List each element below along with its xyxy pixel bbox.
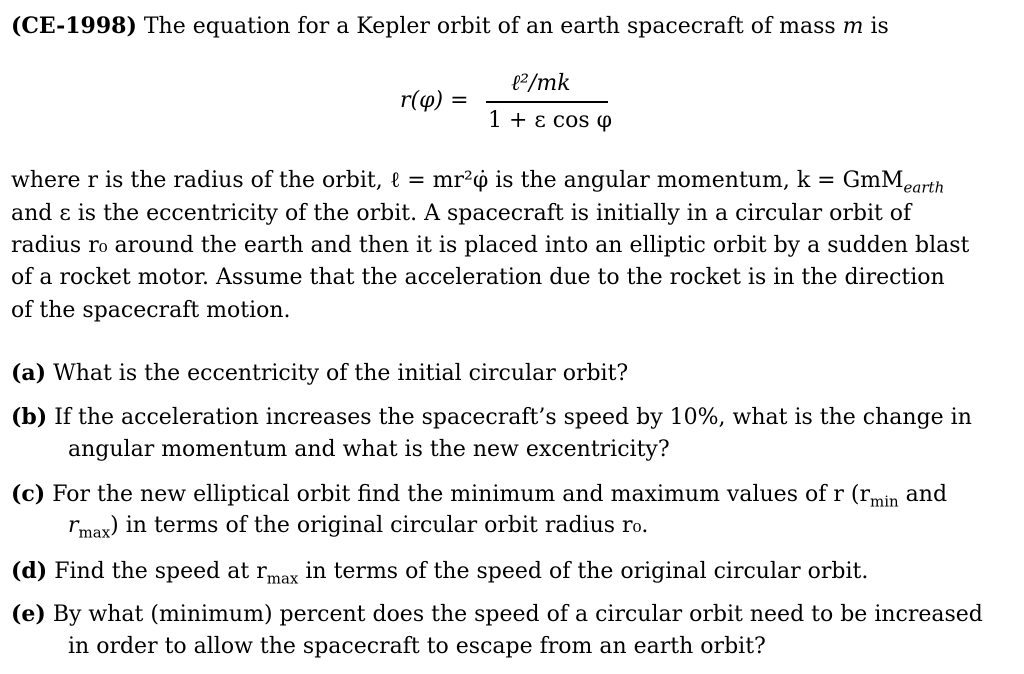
question-b-text-1: If the acceleration increases the spacecraft’s speed by 10%, what is the change in: [54, 405, 972, 430]
question-c-line-2: [68, 513, 649, 542]
paragraph-line-4: of a rocket motor. Assume that the acceleration due to the rocket is in the direction: [11, 265, 945, 290]
question-c-r: r: [68, 513, 79, 538]
question-e-text-2: in order to allow the spacecraft to escape from an earth orbit?: [68, 634, 766, 659]
question-b-text-2: angular momentum and what is the new excentricity?: [68, 437, 670, 462]
kepler-orbit-equation: [400, 66, 620, 136]
question-d-text-1: Find the speed at r: [54, 559, 267, 584]
r-max-subscript: max: [78, 523, 111, 542]
question-b-label: (b): [11, 404, 48, 430]
earth-subscript: earth: [903, 178, 945, 197]
question-a-label: (a): [11, 360, 47, 386]
fraction-bar: [486, 101, 608, 103]
paragraph-line-1: [11, 168, 945, 197]
problem-tag: (CE-1998): [11, 13, 137, 39]
question-a-text: What is the eccentricity of the initial circular orbit?: [53, 361, 629, 386]
question-d: [11, 558, 869, 588]
paragraph-line-2: and ε is the eccentricity of the orbit. A spacecraft is initially in a circular orbit of: [11, 201, 912, 226]
question-c-text-2: ) in terms of the original circular orbit radius r₀.: [110, 513, 649, 538]
d-r-max-subscript: max: [266, 569, 299, 588]
intro-text: The equation for a Kepler orbit of an earth spacecraft of mass: [136, 14, 843, 39]
question-c-label: (c): [11, 481, 46, 507]
question-d-label: (d): [11, 558, 48, 584]
problem-intro-line: [11, 13, 889, 40]
equation-denominator: 1 + ε cos φ: [488, 108, 613, 133]
question-a: [11, 360, 628, 387]
question-e: [11, 601, 983, 628]
paragraph-line-3: radius r₀ around the earth and then it is placed into an elliptic orbit by a sudden blast: [11, 233, 970, 258]
paragraph-line-5: of the spacecraft motion.: [11, 298, 291, 323]
intro-end: is: [863, 14, 889, 39]
question-e-text-1: By what (minimum) percent does the speed of a circular orbit need to be increased: [52, 602, 983, 627]
question-c: [11, 481, 948, 511]
r-min-subscript: min: [869, 492, 899, 511]
question-c-text-1: For the new elliptical orbit find the minimum and maximum values of r (r: [52, 482, 870, 507]
paragraph-line-1-text: where r is the radius of the orbit, ℓ = mr²φ̇ is the angular momentum, k = GmM: [11, 168, 904, 193]
question-b: [11, 404, 972, 431]
equation-lhs: r(φ) =: [400, 88, 469, 113]
question-c-and: and: [898, 482, 948, 507]
question-d-text-2: in terms of the speed of the original circular orbit.: [298, 559, 869, 584]
mass-symbol: m: [842, 14, 864, 39]
question-e-label: (e): [11, 601, 46, 627]
equation-numerator: ℓ²/mk: [511, 71, 571, 96]
